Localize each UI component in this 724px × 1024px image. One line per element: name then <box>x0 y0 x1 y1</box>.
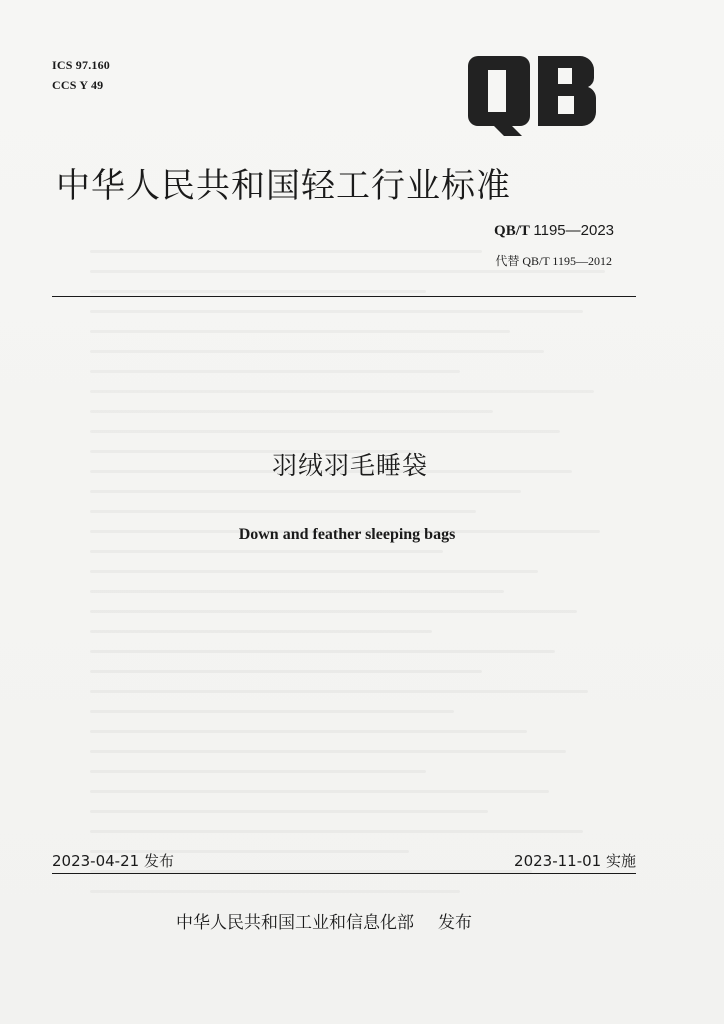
implementation-date: 2023-11-01 实施 <box>514 852 636 870</box>
show-through-background <box>90 250 650 940</box>
document-title-chinese: 羽绒羽毛睡袋 <box>271 451 428 480</box>
replaces-standard: 代替 QB/T 1195—2012 <box>495 254 612 268</box>
publisher <box>176 908 472 933</box>
standard-category-title: 中华人民共和国轻工行业标准 <box>56 166 511 206</box>
top-divider <box>52 296 636 297</box>
publisher-label: 发布 <box>438 913 472 933</box>
ccs-code: CCS Y 49 <box>52 78 104 92</box>
issue-date: 2023-04-21 发布 <box>52 852 174 870</box>
document-title-english: Down and feather sleeping bags <box>238 526 456 543</box>
bottom-divider <box>52 873 636 874</box>
publisher-name: 中华人民共和国工业和信息化部 <box>176 913 414 933</box>
ics-code: ICS 97.160 <box>52 58 111 72</box>
standard-number-value: 1195—2023 <box>533 222 614 239</box>
standard-prefix: QB/T <box>494 223 530 239</box>
qb-logo <box>462 50 602 140</box>
standard-number <box>494 222 614 240</box>
